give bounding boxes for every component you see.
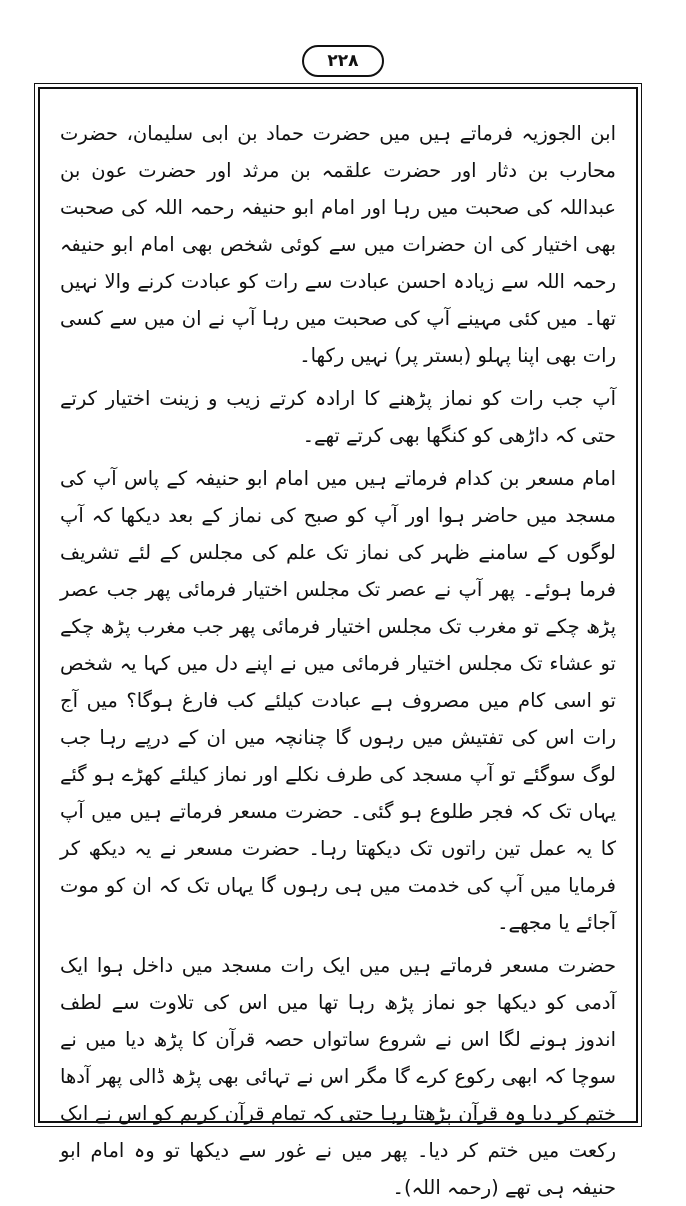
page-number: ۲۲۸ [302,45,384,77]
body-text [60,115,616,1206]
paragraph-4: حضرت مسعر فرماتے ہیں میں ایک رات مسجد میں داخل ہوا ایک آدمی کو دیکھا جو نماز پڑھ رہا تھا میں اس کی تلاوت سے لطف اندوز ہونے لگا اس نے شروع ساتواں حصہ قرآن کا پڑھ دیا میں نے سوچا کہ ابھی رکوع کرے گا مگر اس نے تہائی بھی پڑھ ڈالی پھر آدھا ختم کر دیا وہ قرآن پڑھتا رہا حتی کہ تمام قرآن کریم کو اس نے ایک رکعت میں ختم کر دیا۔ پھر میں نے غور سے دیکھا تو وہ امام ابو حنیفہ ہی تھے (رحمہ اللہ)۔ [60,954,616,1199]
paragraph-2: آپ جب رات کو نماز پڑھنے کا ارادہ کرتے زیب و زینت اختیار کرتے حتی کہ داڑھی کو کنگھا بھی کرتے تھے۔ [60,387,616,447]
text-frame [38,87,638,1199]
page-number-container [0,45,686,77]
paragraph-3: امام مسعر بن کدام فرماتے ہیں میں امام ابو حنیفہ کے پاس آپ کی مسجد میں حاضر ہوا اور آپ کو صبح کی نماز کے بعد دیکھا کہ آپ لوگوں کے سامنے ظہر کی نماز تک علم کی مجلس کے لئے تشریف فرما ہوئے۔ پھر آپ نے عصر تک مجلس اختیار فرمائی پھر جب عصر پڑھ چکے تو مغرب تک مجلس اختیار فرمائی پھر جب مغرب پڑھ چکے تو عشاء تک مجلس اختیار فرمائی میں نے اپنے دل میں کہا یہ شخص تو اسی کام میں مصروف ہے عبادت کیلئے کب فارغ ہوگا؟ میں آج رات اس کی تفتیش میں رہوں گا چنانچہ میں ان کے درپے رہا جب لوگ سوگئے تو آپ مسجد کی طرف نکلے اور نماز کیلئے کھڑے ہو گئے یہاں تک کہ فجر طلوع ہو گئی۔ حضرت مسعر فرماتے ہیں میں آپ کا یہ عمل تین راتوں تک دیکھتا رہا۔ حضرت مسعر نے یہ دیکھ کر فرمایا میں آپ کی خدمت میں ہی رہوں گا یہاں تک کہ ان کو موت آجائے یا مجھے۔ [60,467,616,934]
paragraph-1: ابن الجوزیہ فرماتے ہیں میں حضرت حماد بن ابی سلیمان، حضرت محارب بن دثار اور حضرت علقمہ بن مرثد اور حضرت عون بن عبداللہ کی صحبت میں رہا اور امام ابو حنیفہ رحمہ اللہ کی صحبت بھی اختیار کی ان حضرات میں سے کوئی شخص بھی امام ابو حنیفہ رحمہ اللہ سے زیادہ احسن عبادت سے رات کو عبادت کرنے والا نہیں تھا۔ میں کئی مہینے آپ کی صحبت میں رہا آپ نے ان میں سے کسی رات بھی اپنا پہلو (بستر پر) نہیں رکھا۔ [60,122,616,367]
